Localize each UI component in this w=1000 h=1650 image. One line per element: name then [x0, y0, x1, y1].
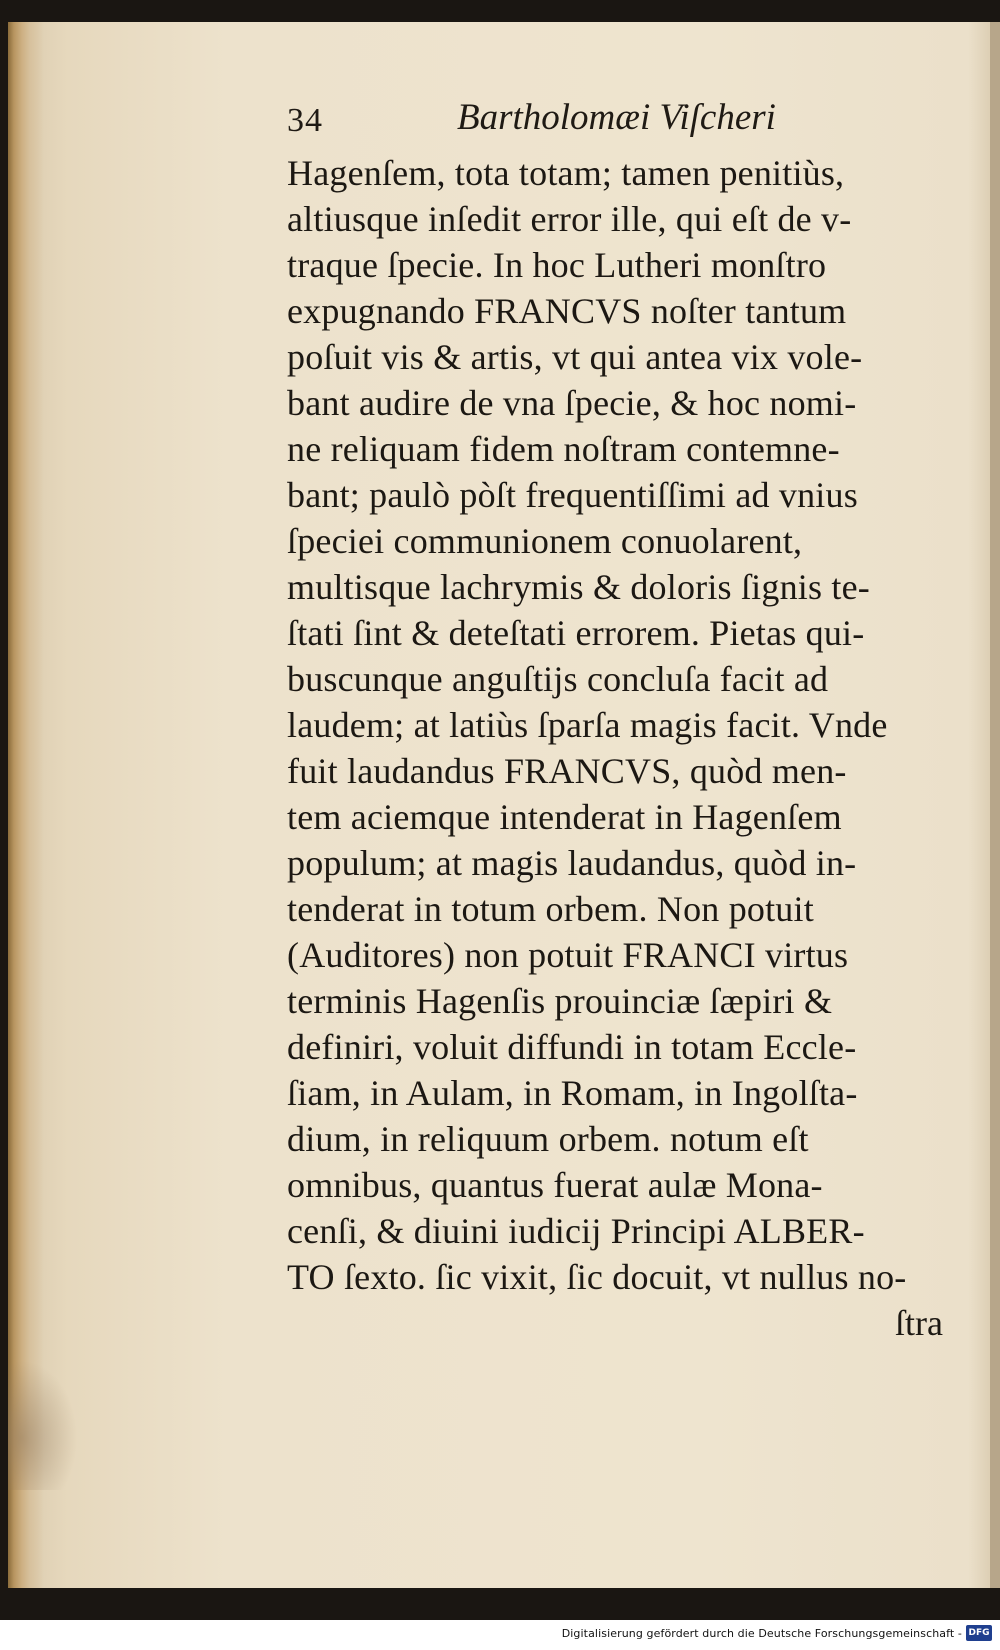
- text-line: poſuit vis & artis, vt qui antea vix vole-: [287, 337, 863, 377]
- text-line: populum; at magis laudandus, quòd in-: [287, 843, 857, 883]
- text-line: tem aciemque intenderat in Hagenſem: [287, 797, 842, 837]
- text-line: ne reliquam fidem noſtram contemne-: [287, 429, 840, 469]
- page-gutter-edge: [8, 22, 44, 1588]
- text-line: Hagenſem, tota totam; tamen penitiùs,: [287, 153, 845, 193]
- page-header: [287, 96, 847, 156]
- text-line: bant audire de vna ſpecie, & hoc nomi-: [287, 383, 857, 423]
- text-line: TO ſexto. ſic vixit, ſic docuit, vt nullus no-: [287, 1257, 907, 1297]
- running-head: Bartholomæi Viſcheri: [457, 97, 776, 138]
- text-line: buscunque anguſtijs concluſa facit ad: [287, 659, 829, 699]
- text-line: traque ſpecie. In hoc Lutheri monſtro: [287, 245, 827, 285]
- text-line: tenderat in totum orbem. Non potuit: [287, 889, 814, 929]
- text-line: (Auditores) non potuit FRANCI virtus: [287, 935, 849, 975]
- text-line: altiusque inſedit error ille, qui eſt de v-: [287, 199, 852, 239]
- catchword: ſtra: [895, 1303, 943, 1343]
- text-line: cenſi, & diuini iudicij Principi ALBER-: [287, 1211, 865, 1251]
- text-line: bant; paulò pòſt frequentiſſimi ad vnius: [287, 475, 858, 515]
- text-line: ſiam, in Aulam, in Romam, in Ingolſta-: [287, 1073, 858, 1113]
- text-line: multisque lachrymis & doloris ſignis te-: [287, 567, 870, 607]
- page-fore-edge: [990, 22, 1000, 1588]
- text-line: expugnando FRANCVS noſter tantum: [287, 291, 847, 331]
- footer-bar: [0, 1620, 1000, 1650]
- text-line: definiri, voluit diffundi in totam Eccle-: [287, 1027, 857, 1067]
- text-line: fuit laudandus FRANCVS, quòd men-: [287, 751, 847, 791]
- main-text: [287, 150, 947, 1346]
- text-line: omnibus, quantus fuerat aulæ Mona-: [287, 1165, 823, 1205]
- dfg-logo-icon[interactable]: DFG: [966, 1625, 992, 1641]
- page-number: 34: [287, 102, 323, 139]
- text-line: laudem; at latiùs ſparſa magis facit. Vnde: [287, 705, 888, 745]
- funding-credit: Digitalisierung gefördert durch die Deutsche Forschungsgemeinschaft -: [561, 1627, 962, 1640]
- text-line: ſpeciei communionem conuolarent,: [287, 521, 803, 561]
- paper-stain: [8, 1360, 78, 1490]
- text-line: dium, in reliquum orbem. notum eſt: [287, 1119, 809, 1159]
- text-line: terminis Hagenſis prouinciæ ſæpiri &: [287, 981, 833, 1021]
- text-line: ſtati ſint & deteſtati errorem. Pietas qui-: [287, 613, 865, 653]
